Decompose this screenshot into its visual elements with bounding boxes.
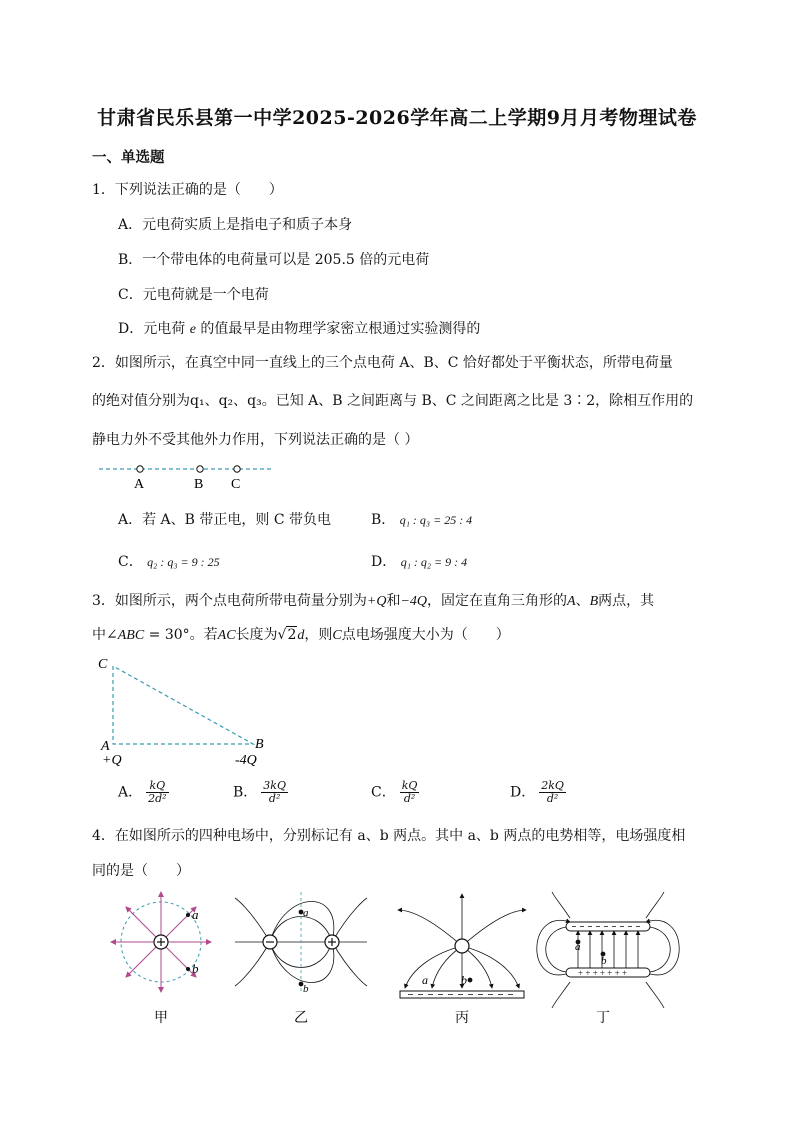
q2-option-a: A．若 A、B 带正电，则 C 带负电 bbox=[118, 512, 332, 528]
q1-option-c: C．元电荷就是一个电荷 bbox=[118, 287, 269, 303]
q4-stem-line2: 同的是（ ） bbox=[92, 863, 190, 879]
q2-option-b: B． q₁ : q₃ = 25 : 4 bbox=[371, 512, 473, 528]
q2-stem-line2: 的绝对值分别为q₁、q₂、q₃。已知 A、B 之间距离与 B、C 之间距离之比是 3∶2，除相互作用的 bbox=[92, 393, 694, 409]
q3-triangle-figure bbox=[96, 652, 276, 770]
q1-option-d: D．元电荷 e 的值最早是由物理学家密立根通过实验测得的 bbox=[118, 321, 481, 337]
jia-point-b: b bbox=[192, 961, 199, 976]
svg-text:+ + + + + + +: + + + + + + + bbox=[578, 968, 628, 978]
caption-yi: 乙 bbox=[294, 1011, 308, 1026]
q3-charge-a: +Q bbox=[102, 753, 122, 768]
q1-stem: 1．下列说法正确的是（ ） bbox=[92, 182, 283, 198]
q2-label-c: C bbox=[231, 477, 241, 492]
q2-stem-line1: 2．如图所示，在真空中同一直线上的三个点电荷 A、B、C 恰好都处于平衡状态，所带电荷量 bbox=[92, 355, 673, 371]
page-title: 甘肃省民乐县第一中学2025-2026学年高二上学期9月月考物理试卷 bbox=[97, 107, 697, 129]
q4-stem-line1: 4．在如图所示的四种电场中，分别标记有 a、b 两点。其中 a、b 两点的电势相等，电场强度相 bbox=[92, 828, 686, 844]
figure-ding bbox=[537, 892, 679, 1008]
q2-option-d: D． q₁ : q₂ = 9 : 4 bbox=[371, 554, 468, 570]
caption-jia: 甲 bbox=[154, 1011, 168, 1026]
figure-jia bbox=[111, 892, 211, 1026]
q3-label-b: B bbox=[255, 737, 264, 752]
q3-option-a: A． $\frac{kQ}{\text{2d²}}$ bbox=[118, 779, 167, 805]
q3-option-d: D． $\frac{2kQ}{\text{d²}}$ bbox=[510, 779, 564, 805]
q2-label-a: A bbox=[134, 477, 145, 492]
bing-point-a: a bbox=[422, 973, 428, 987]
yi-point-b: b bbox=[303, 983, 309, 995]
section-heading: 一、单选题 bbox=[92, 149, 165, 166]
q3-option-b: B． $\frac{3kQ}{\text{d²}}$ bbox=[233, 779, 286, 805]
q1-option-a: A．元电荷实质上是指电子和质子本身 bbox=[118, 217, 353, 233]
q2-option-c: C． q₂ : q₃ = 9 : 25 bbox=[118, 554, 220, 570]
q3-label-c: C bbox=[98, 657, 108, 672]
q3-stem-line1: 3．如图所示，两个点电荷所带电荷量分别为+Q和−4Q，固定在直角三角形的A、B两点，其 bbox=[92, 593, 655, 609]
bing-point-b: b bbox=[461, 973, 467, 987]
caption-bing: 丙 bbox=[455, 1011, 469, 1026]
q4-field-figures bbox=[100, 888, 680, 1028]
figure-yi bbox=[235, 892, 367, 992]
q2-label-b: B bbox=[194, 477, 204, 492]
jia-point-a: a bbox=[192, 907, 199, 922]
q3-charge-b: -4Q bbox=[235, 753, 257, 768]
q3-option-c: C． $\frac{kQ}{\text{d²}}$ bbox=[371, 779, 418, 805]
q2-figure-line bbox=[96, 458, 276, 492]
q3-stem-line2: 中∠ABC = 30°。若AC长度为√2d，则C点电场强度大小为（ ） bbox=[92, 627, 510, 643]
q1-option-b: B．一个带电体的电荷量可以是 205.5 倍的元电荷 bbox=[118, 252, 430, 268]
caption-ding: 丁 bbox=[596, 1011, 610, 1026]
q2-stem-line3: 静电力外不受其他外力作用，下列说法正确的是（ ） bbox=[92, 432, 419, 448]
ding-point-b: b bbox=[601, 955, 607, 967]
q3-label-a: A bbox=[101, 739, 110, 754]
yi-point-a: a bbox=[303, 907, 309, 919]
ding-point-a: a bbox=[575, 941, 581, 953]
